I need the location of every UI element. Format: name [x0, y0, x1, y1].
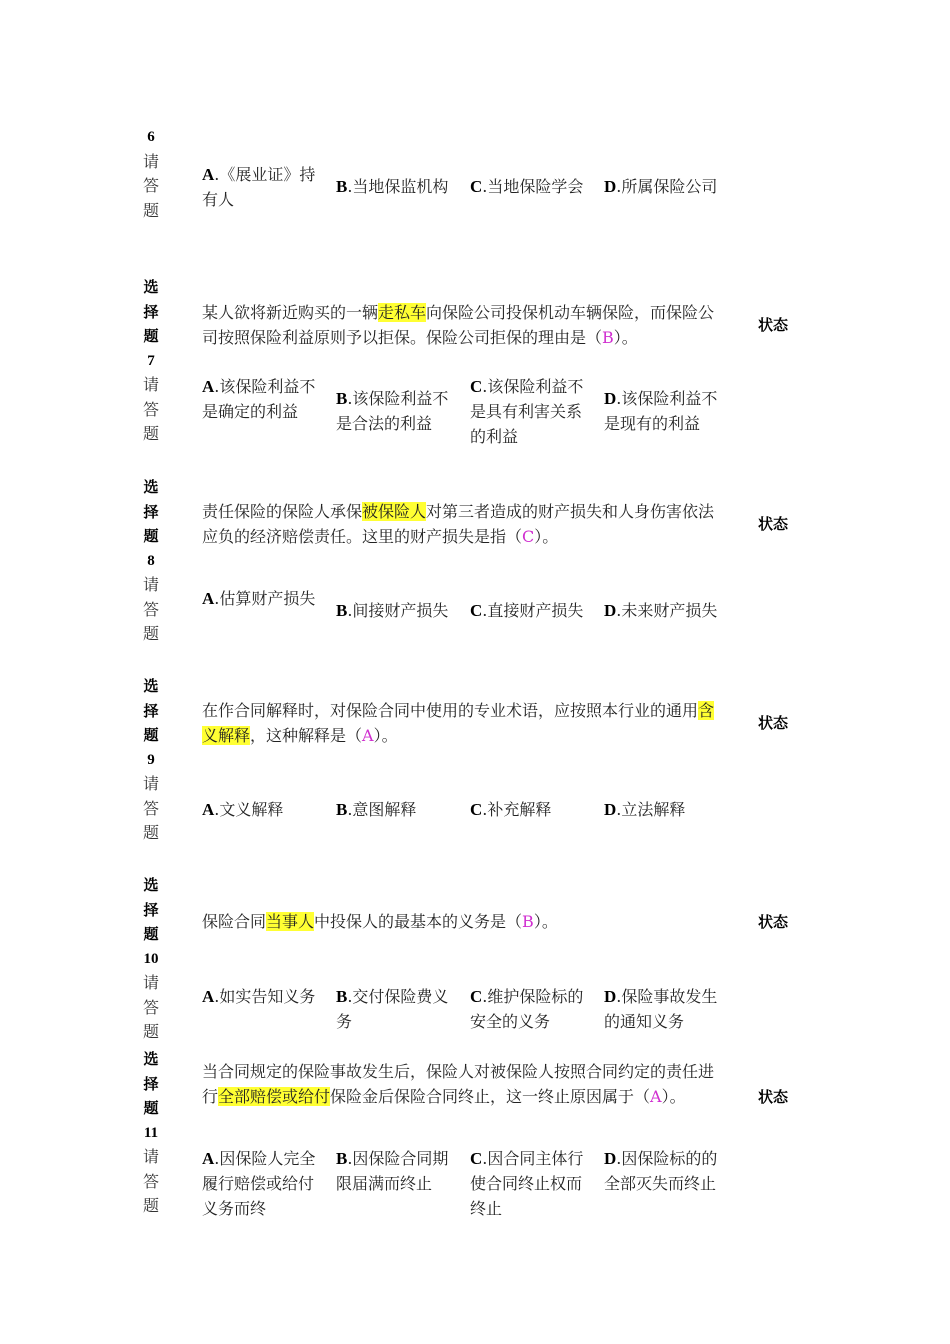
- q9-choice-label: 选 择 题: [143, 677, 159, 744]
- q10-option-a[interactable]: A.如实告知义务: [202, 987, 316, 1006]
- q7-option-a[interactable]: A.该保险利益不是确定的利益: [202, 377, 316, 421]
- q7-option-d[interactable]: D.该保险利益不是现有的利益: [604, 389, 718, 433]
- q10-answer-label: 请 答 题: [142, 973, 159, 1041]
- q11-label: [138, 1047, 164, 1219]
- q9-option-a[interactable]: A.文义解释: [202, 800, 284, 819]
- q10-option-b[interactable]: B.交付保险费义务: [336, 987, 449, 1031]
- q8-option-c[interactable]: C.直接财产损失: [470, 601, 584, 620]
- q11-number: 11: [143, 1124, 159, 1141]
- q7-state: 状态: [758, 316, 789, 334]
- q9-answer-label: 请 答 题: [142, 774, 159, 842]
- q10-choice-label: 选 择 题: [143, 876, 159, 943]
- q9-option-d[interactable]: D.立法解释: [604, 800, 686, 819]
- q6-label: [138, 125, 164, 223]
- q10-label: [138, 873, 164, 1045]
- q11-answer-label: 请 答 题: [142, 1147, 159, 1215]
- q7-choice-label: 选 择 题: [143, 278, 159, 345]
- q8-question: 责任保险的保险人承保被保险人对第三者造成的财产损失和人身伤害依法应负的经济赔偿责任。这里的财产损失是指（C）。: [202, 502, 715, 546]
- q11-option-d[interactable]: D.因保险标的的全部灭失而终止: [604, 1149, 718, 1193]
- q10-number: 10: [143, 950, 159, 967]
- q9-option-b[interactable]: B.意图解释: [336, 800, 417, 819]
- q9-option-c[interactable]: C.补充解释: [470, 800, 552, 819]
- q7-question: 某人欲将新近购买的一辆走私车向保险公司投保机动车辆保险，而保险公司按照保险利益原则予以拒保。保险公司拒保的理由是（B）。: [202, 303, 715, 347]
- q9-question: 在作合同解释时，对保险合同中使用的专业术语，应按照本行业的通用含义解释，这种解释是（A）。: [202, 701, 715, 745]
- q8-option-b[interactable]: B.间接财产损失: [336, 601, 449, 620]
- q6-option-d[interactable]: D.所属保险公司: [604, 177, 718, 196]
- q8-answer-label: 请 答 题: [142, 575, 159, 643]
- q10-question: 保险合同当事人中投保人的最基本的义务是（B）。: [202, 912, 558, 931]
- q8-option-d[interactable]: D.未来财产损失: [604, 601, 718, 620]
- q8-state: 状态: [758, 515, 789, 533]
- q6-option-b[interactable]: B.当地保监机构: [336, 177, 449, 196]
- q11-question: 当合同规定的保险事故发生后，保险人对被保险人按照合同约定的责任进行全部赔偿或给付保险金后保险合同终止，这一终止原因属于（A）。: [202, 1062, 715, 1106]
- q7-option-c[interactable]: C.该保险利益不是具有利害关系的利益: [470, 377, 584, 446]
- q8-number: 8: [147, 552, 155, 569]
- q9-state: 状态: [758, 714, 789, 732]
- q9-label: [138, 674, 164, 846]
- q11-option-a[interactable]: A.因保险人完全履行赔偿或给付义务而终: [202, 1149, 316, 1218]
- q6-number: 6: [147, 129, 155, 145]
- q7-label: [138, 275, 164, 447]
- q11-state: 状态: [758, 1088, 789, 1106]
- q6-option-c[interactable]: C.当地保险学会: [470, 177, 584, 196]
- q11-option-c[interactable]: C.因合同主体行使合同终止权而终止: [470, 1149, 584, 1218]
- q10-state: 状态: [758, 913, 789, 931]
- q10-option-d[interactable]: D.保险事故发生的通知义务: [604, 987, 718, 1031]
- q6-answer-label: 请 答 题: [142, 151, 159, 220]
- q6-option-a[interactable]: A.《展业证》持有人: [202, 165, 316, 209]
- q7-number: 7: [147, 352, 155, 369]
- q7-option-b[interactable]: B.该保险利益不是合法的利益: [336, 389, 449, 433]
- q10-option-c[interactable]: C.维护保险标的安全的义务: [470, 987, 584, 1031]
- q8-choice-label: 选 择 题: [143, 478, 159, 545]
- q7-answer-label: 请 答 题: [142, 375, 159, 443]
- q9-number: 9: [147, 751, 155, 768]
- q8-option-a[interactable]: A.估算财产损失: [202, 589, 316, 608]
- q11-option-b[interactable]: B.因保险合同期限届满而终止: [336, 1149, 449, 1193]
- q11-choice-label: 选 择 题: [143, 1050, 159, 1117]
- q8-label: [138, 475, 164, 647]
